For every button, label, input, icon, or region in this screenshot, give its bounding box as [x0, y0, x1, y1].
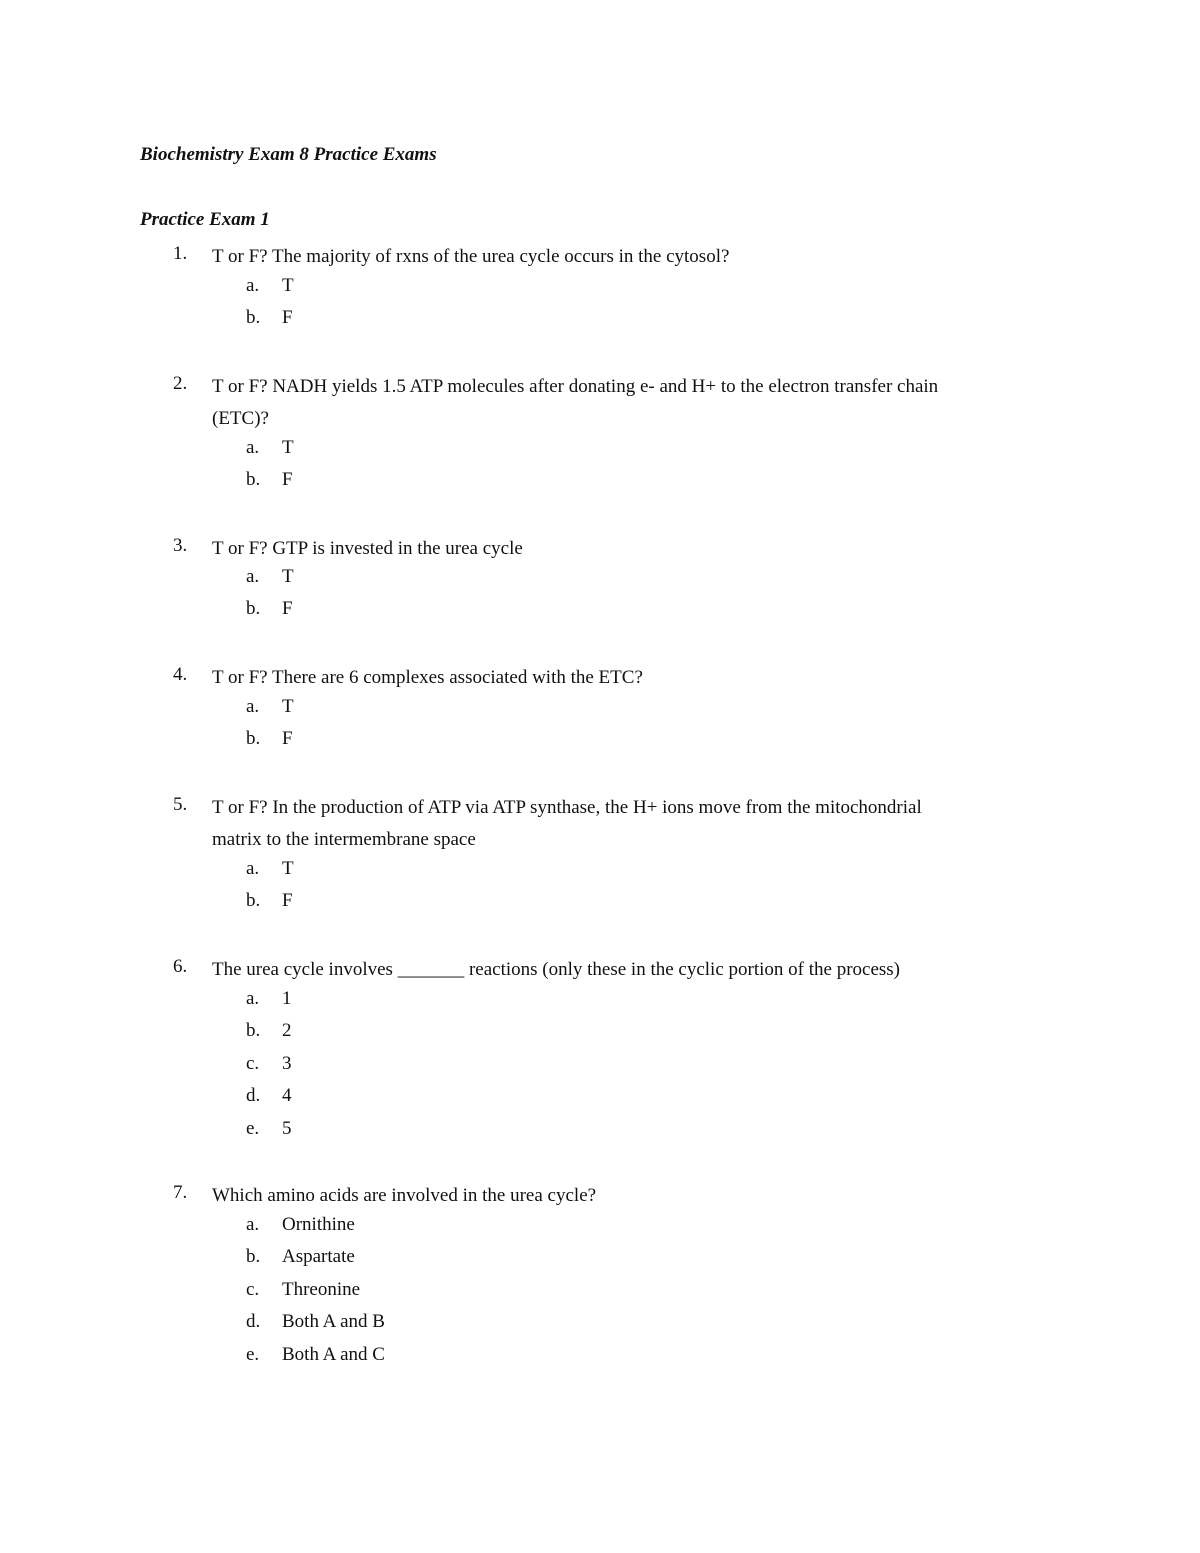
option-letter: b.: [246, 469, 261, 490]
question-text-line: T or F? NADH yields 1.5 ATP molecules after donating e- and H+ to the electron transfer chain: [212, 376, 939, 397]
question-number: 6.: [173, 956, 188, 977]
option-letter: b.: [246, 728, 261, 749]
option: [0, 275, 600, 305]
option-text: F: [282, 728, 293, 749]
question-text-line: (ETC)?: [212, 408, 269, 429]
option-text: 5: [282, 1118, 292, 1139]
question-text: [212, 373, 1042, 433]
option-text: 4: [282, 1085, 292, 1106]
option-text: Threonine: [282, 1279, 361, 1300]
question-text: [212, 243, 1042, 271]
option-text: T: [282, 275, 294, 296]
option: [0, 1344, 600, 1374]
question-number: 4.: [173, 664, 188, 685]
option: [0, 988, 600, 1018]
option: [0, 469, 600, 499]
option-text: Both A and C: [282, 1344, 385, 1365]
option: [0, 1053, 600, 1083]
option-text: T: [282, 437, 294, 458]
option-text: F: [282, 307, 293, 328]
question-number: 2.: [173, 373, 188, 394]
option: [0, 1085, 600, 1115]
option: [0, 1279, 600, 1309]
option: [0, 598, 600, 628]
question-text-line: Which amino acids are involved in the urea cycle?: [212, 1185, 597, 1206]
option: [0, 858, 600, 888]
question-text: [212, 664, 1042, 692]
option: [0, 566, 600, 596]
question-text-line: T or F? In the production of ATP via ATP synthase, the H+ ions move from the mitochondrial: [212, 797, 922, 818]
option-text: Aspartate: [282, 1246, 355, 1267]
option-letter: a.: [246, 696, 260, 717]
question-text: [212, 1182, 1042, 1210]
document-title: Biochemistry Exam 8 Practice Exams: [140, 144, 437, 165]
option-text: Ornithine: [282, 1214, 355, 1235]
option-letter: d.: [246, 1085, 261, 1106]
option-text: 1: [282, 988, 292, 1009]
option-text: 3: [282, 1053, 292, 1074]
option-text: T: [282, 858, 294, 879]
option: [0, 1214, 600, 1244]
question-number: 1.: [173, 243, 188, 264]
option-letter: b.: [246, 1020, 261, 1041]
question-number: 7.: [173, 1182, 188, 1203]
question-number: 5.: [173, 794, 188, 815]
option-text: F: [282, 890, 293, 911]
option-letter: a.: [246, 275, 260, 296]
option: [0, 1020, 600, 1050]
option-letter: b.: [246, 890, 261, 911]
question-text-line: T or F? The majority of rxns of the urea cycle occurs in the cytosol?: [212, 246, 730, 267]
option-letter: e.: [246, 1344, 260, 1365]
question-text-line: matrix to the intermembrane space: [212, 829, 476, 850]
question-number: 3.: [173, 535, 188, 556]
option-letter: e.: [246, 1118, 260, 1139]
option: [0, 1118, 600, 1148]
option-letter: a.: [246, 988, 260, 1009]
option-text: F: [282, 469, 293, 490]
question-text: [212, 794, 1042, 854]
section-title: Practice Exam 1: [140, 209, 270, 230]
option-text: Both A and B: [282, 1311, 385, 1332]
question-text-line: T or F? There are 6 complexes associated with the ETC?: [212, 667, 643, 688]
option-letter: c.: [246, 1053, 260, 1074]
option-letter: b.: [246, 307, 261, 328]
option: [0, 307, 600, 337]
question-text: [212, 956, 1042, 984]
option: [0, 437, 600, 467]
option-letter: a.: [246, 566, 260, 587]
option-letter: a.: [246, 1214, 260, 1235]
option-letter: b.: [246, 598, 261, 619]
option-text: F: [282, 598, 293, 619]
option: [0, 890, 600, 920]
option-letter: d.: [246, 1311, 261, 1332]
option-letter: c.: [246, 1279, 260, 1300]
option-text: T: [282, 566, 294, 587]
option-letter: b.: [246, 1246, 261, 1267]
option: [0, 1311, 600, 1341]
question-text-line: The urea cycle involves _______ reactions (only these in the cyclic portion of the process): [212, 959, 900, 980]
question-text-line: T or F? GTP is invested in the urea cycle: [212, 538, 523, 559]
option: [0, 1246, 600, 1276]
option: [0, 696, 600, 726]
option: [0, 728, 600, 758]
option-text: T: [282, 696, 294, 717]
question-text: [212, 535, 1042, 563]
option-letter: a.: [246, 437, 260, 458]
option-letter: a.: [246, 858, 260, 879]
option-text: 2: [282, 1020, 292, 1041]
